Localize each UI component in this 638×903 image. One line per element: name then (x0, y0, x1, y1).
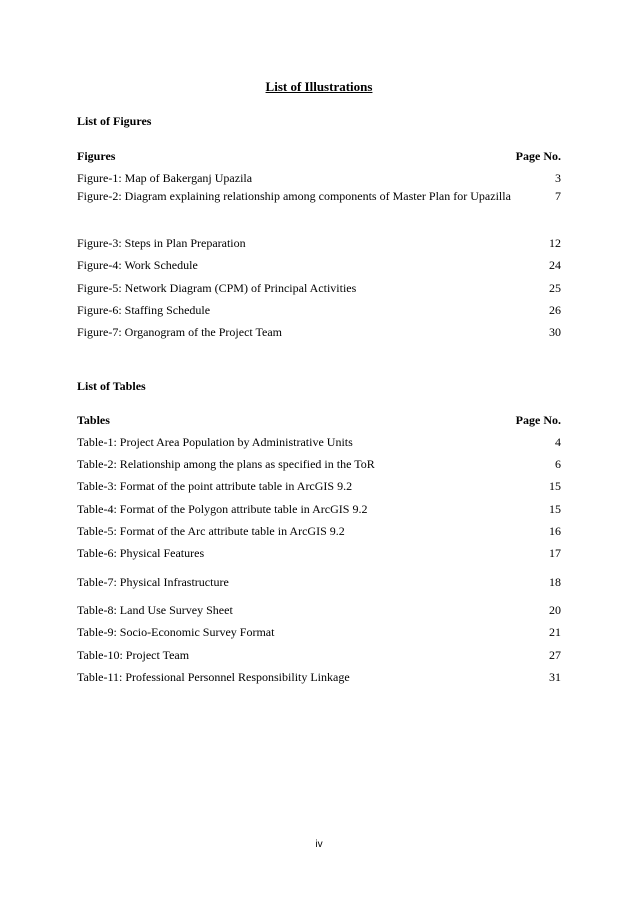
table-label: Table-3: Format of the point attribute table in ArcGIS 9.2 (77, 479, 353, 493)
table-label: Table-2: Relationship among the plans as specified in the ToR (77, 457, 375, 471)
page-title: List of Illustrations (265, 79, 373, 94)
tables-col-label: Tables (77, 413, 110, 427)
table-page: 15 (549, 502, 561, 516)
figure-page: 3 (555, 171, 561, 185)
table-page: 17 (549, 546, 561, 560)
figure-entry (77, 189, 561, 227)
figures-col-label: Figures (77, 149, 116, 163)
figure-page: 25 (549, 281, 561, 295)
table-label: Table-11: Professional Personnel Responsibility Linkage (77, 670, 350, 684)
tables-col-page: Page No. (515, 413, 561, 427)
figure-label: Figure-7: Organogram of the Project Team (77, 325, 282, 339)
figures-heading: List of Figures (77, 114, 152, 128)
figure-label: Figure-6: Staffing Schedule (77, 303, 211, 317)
figure-page: 7 (555, 189, 561, 203)
figure-page: 12 (549, 236, 561, 250)
tables-heading: List of Tables (77, 379, 146, 393)
figure-page: 30 (549, 325, 561, 339)
table-page: 20 (549, 603, 561, 617)
figure-label: Figure-5: Network Diagram (CPM) of Principal Activities (77, 281, 357, 295)
table-label: Table-5: Format of the Arc attribute table in ArcGIS 9.2 (77, 524, 345, 538)
figure-label: Figure-2: Diagram explaining relationship among components of Master Plan for Upazilla (77, 189, 511, 203)
table-label: Table-6: Physical Features (77, 546, 205, 560)
figure-label: Figure-3: Steps in Plan Preparation (77, 236, 246, 250)
table-page: 6 (555, 457, 561, 471)
table-page: 18 (549, 575, 561, 589)
table-label: Table-1: Project Area Population by Administrative Units (77, 435, 353, 449)
table-label: Table-9: Socio-Economic Survey Format (77, 625, 275, 639)
page-number-footer: iv (315, 839, 323, 850)
figure-page: 26 (549, 303, 561, 317)
table-page: 31 (549, 670, 561, 684)
table-label: Table-7: Physical Infrastructure (77, 575, 229, 589)
table-label: Table-8: Land Use Survey Sheet (77, 603, 233, 617)
table-page: 15 (549, 479, 561, 493)
table-page: 21 (549, 625, 561, 639)
figures-col-page: Page No. (515, 149, 561, 163)
table-label: Table-4: Format of the Polygon attribute table in ArcGIS 9.2 (77, 502, 368, 516)
figure-label: Figure-1: Map of Bakerganj Upazila (77, 171, 253, 185)
figure-page: 24 (549, 258, 561, 272)
table-page: 4 (555, 435, 561, 449)
table-page: 16 (549, 524, 561, 538)
figure-label: Figure-4: Work Schedule (77, 258, 198, 272)
table-page: 27 (549, 648, 561, 662)
table-label: Table-10: Project Team (77, 648, 190, 662)
